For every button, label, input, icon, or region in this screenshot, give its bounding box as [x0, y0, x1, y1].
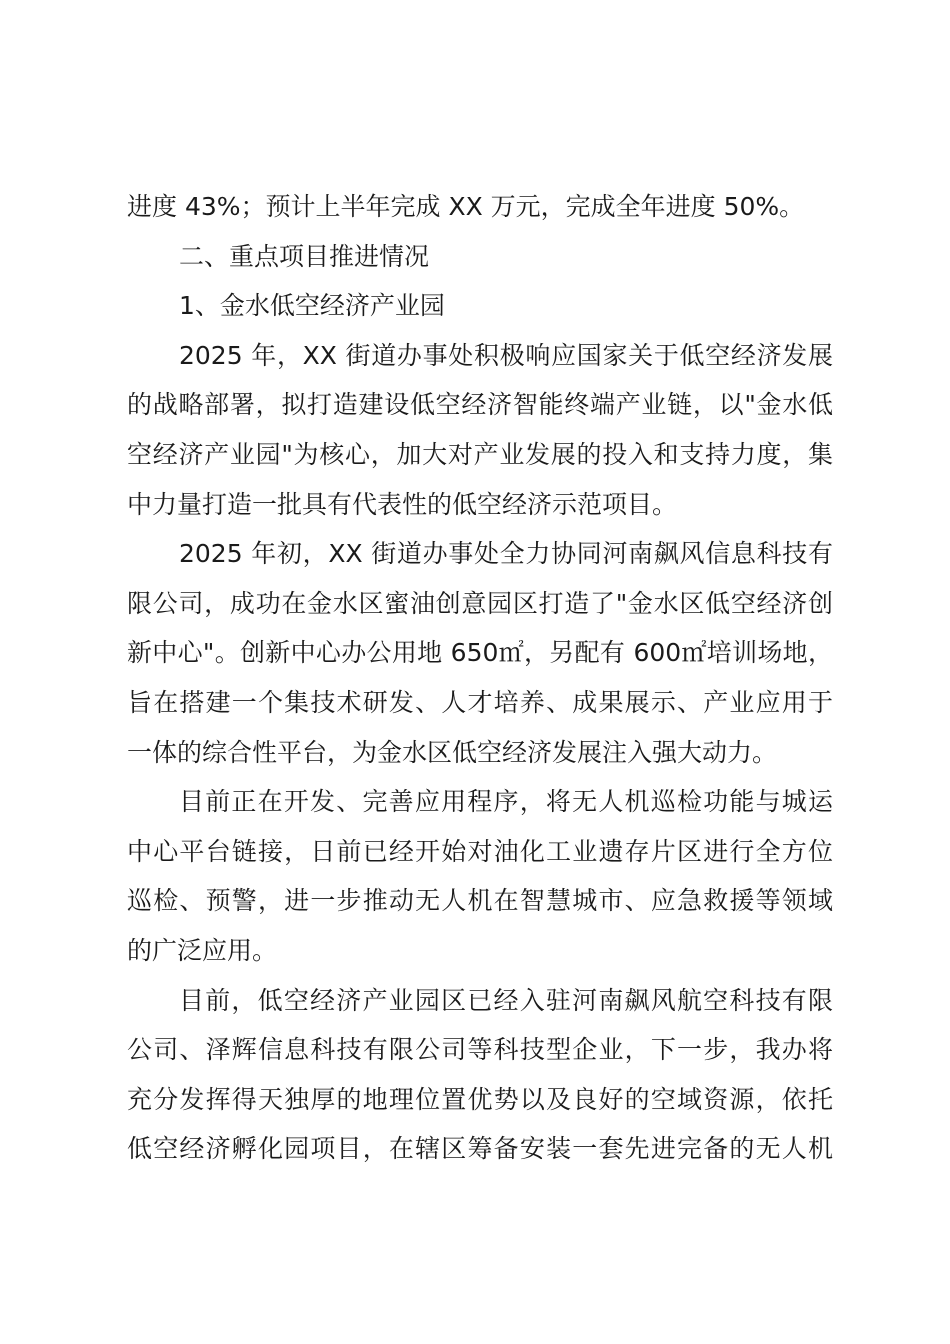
- text-line: 中力量打造一批具有代表性的低空经济示范项目。: [127, 489, 678, 519]
- text-line: 目前正在开发、完善应用程序，将无人机巡检功能与城运: [179, 787, 833, 817]
- text-line: 限公司，成功在金水区蜜油创意园区打造了"金水区低空经济创: [127, 588, 833, 618]
- text-line: 进度 43%；预计上半年完成 XX 万元，完成全年进度 50%。: [127, 192, 805, 221]
- text-line: 目前，低空经济产业园区已经入驻河南飙风航空科技有限: [179, 985, 833, 1015]
- text-line: 的战略部署，拟打造建设低空经济智能终端产业链，以"金水低: [127, 390, 833, 420]
- text-line: 2025 年初，XX 街道办事处全力协同河南飙风信息科技有: [179, 539, 833, 569]
- text-line: 二、重点项目推进情况: [179, 241, 430, 271]
- text-line: 旨在搭建一个集技术研发、人才培养、成果展示、产业应用于: [127, 687, 833, 717]
- text-line: 新中心"。创新中心办公用地 650㎡，另配有 600㎡培训场地，: [127, 638, 833, 668]
- text-line: 中心平台链接，日前已经开始对油化工业遗存片区进行全方位: [127, 836, 833, 866]
- text-line: 低空经济孵化园项目，在辖区筹备安装一套先进完备的无人机: [127, 1134, 833, 1164]
- text-line: 2025 年，XX 街道办事处积极响应国家关于低空经济发展: [179, 340, 833, 370]
- text-line: 1、金水低空经济产业园: [179, 291, 445, 321]
- text-line: 公司、泽辉信息科技有限公司等科技型企业，下一步，我办将: [127, 1035, 833, 1065]
- document-body: [127, 182, 833, 1174]
- text-line: 巡检、预警，进一步推动无人机在智慧城市、应急救援等领域: [127, 886, 833, 916]
- text-line: 一体的综合性平台，为金水区低空经济发展注入强大动力。: [127, 737, 778, 767]
- text-line: 空经济产业园"为核心，加大对产业发展的投入和支持力度，集: [127, 439, 833, 469]
- text-line: 的广泛应用。: [127, 935, 278, 965]
- text-line: 充分发挥得天独厚的地理位置优势以及良好的空域资源，依托: [127, 1084, 833, 1114]
